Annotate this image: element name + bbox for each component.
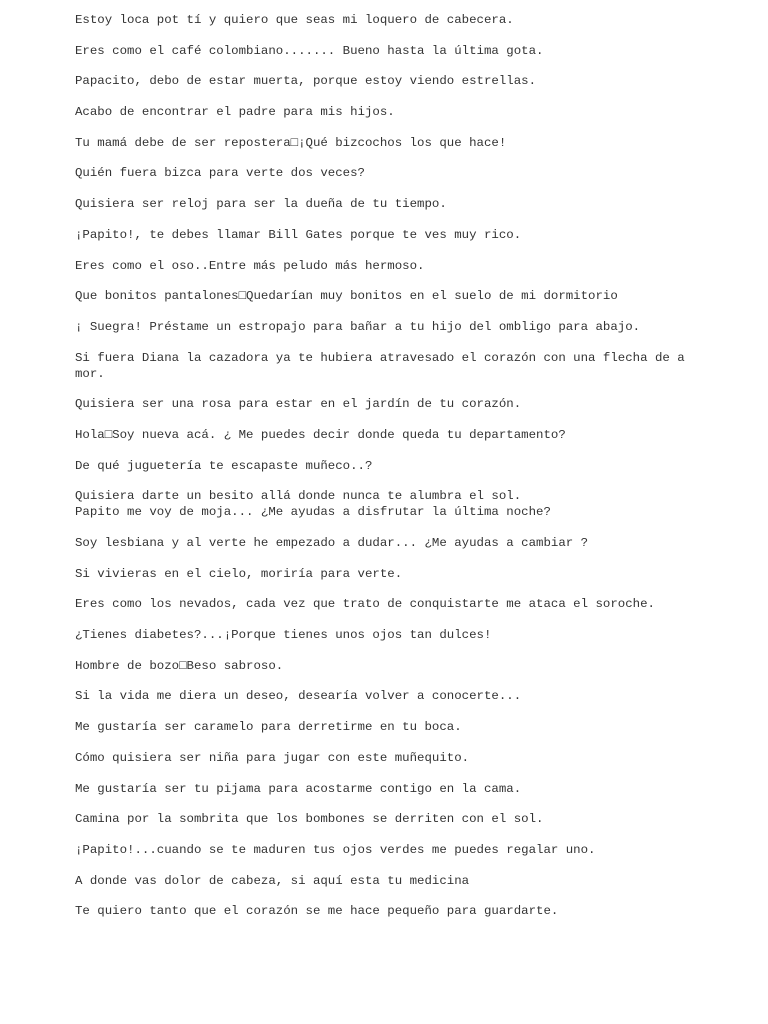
text-line: Hola□Soy nueva acá. ¿ Me puedes decir donde queda tu departamento?: [75, 427, 566, 442]
paragraph: [75, 427, 768, 443]
paragraph: [75, 288, 768, 304]
text-line: ¡ Suegra! Préstame un estropajo para bañar a tu hijo del ombligo para abajo.: [75, 319, 641, 334]
text-line: Papacito, debo de estar muerta, porque estoy viendo estrellas.: [75, 74, 537, 89]
paragraph: [75, 811, 768, 827]
text-line: Me gustaría ser tu pijama para acostarme contigo en la cama.: [75, 781, 522, 796]
text-line: Cómo quisiera ser niña para jugar con este muñequito.: [75, 750, 470, 765]
text-line: Soy lesbiana y al verte he empezado a dudar... ¿Me ayudas a cambiar ?: [75, 536, 589, 550]
paragraph: [75, 842, 768, 858]
text-line: Si fuera Diana la cazadora ya te hubiera atravesado el corazón con una flecha de a: [75, 350, 685, 365]
text-line: Papito me voy de moja... ¿Me ayudas a disfrutar la última noche?: [75, 505, 551, 520]
text-line: Eres como el oso..Entre más peludo más hermoso.: [75, 258, 425, 273]
paragraph: [75, 535, 768, 551]
paragraph: [75, 396, 768, 412]
paragraph: [75, 719, 768, 735]
text-line: Te quiero tanto que el corazón se me hace pequeño para guardarte.: [75, 904, 559, 919]
text-line: Quisiera ser reloj para ser la dueña de tu tiempo.: [75, 197, 447, 212]
paragraph: [75, 196, 768, 212]
text-line: Si vivieras en el cielo, moriría para verte.: [75, 566, 403, 581]
text-line: De qué juguetería te escapaste muñeco..?: [75, 458, 373, 473]
text-line: Quisiera ser una rosa para estar en el jardín de tu corazón.: [75, 397, 522, 412]
paragraph: [75, 350, 768, 382]
text-line: Eres como el café colombiano....... Bueno hasta la última gota.: [75, 43, 544, 58]
text-line: Acabo de encontrar el padre para mis hijos.: [75, 105, 395, 120]
paragraph: [75, 750, 768, 766]
paragraph: [75, 12, 768, 28]
paragraph: [75, 458, 768, 474]
text-line: mor.: [75, 366, 105, 381]
text-line: Estoy loca pot tí y quiero que seas mi loquero de cabecera.: [75, 13, 514, 27]
paragraph: [75, 319, 768, 335]
text-line: ¡Papito!...cuando se te maduren tus ojos verdes me puedes regalar uno.: [75, 842, 596, 857]
text-line: A donde vas dolor de cabeza, si aquí esta tu medicina: [75, 873, 470, 888]
paragraph: [75, 627, 768, 643]
paragraph: [75, 566, 768, 582]
paragraph: [75, 688, 768, 704]
text-line: ¡Papito!, te debes llamar Bill Gates porque te ves muy rico.: [75, 227, 522, 242]
paragraph: [75, 781, 768, 797]
paragraph: [75, 903, 768, 919]
paragraph: [75, 596, 768, 612]
paragraph: [75, 43, 768, 59]
text-line: Quisiera darte un besito allá donde nunca te alumbra el sol.: [75, 489, 522, 504]
paragraph: [75, 658, 768, 674]
text-line: Tu mamá debe de ser repostera□¡Qué bizcochos los que hace!: [75, 135, 507, 150]
paragraph: [75, 227, 768, 243]
text-line: Eres como los nevados, cada vez que trato de conquistarte me ataca el soroche.: [75, 597, 655, 612]
paragraph: [75, 258, 768, 274]
text-line: Si la vida me diera un deseo, desearía volver a conocerte...: [75, 689, 522, 704]
paragraph: [75, 73, 768, 89]
paragraph: [75, 135, 768, 151]
text-line: Que bonitos pantalones□Quedarían muy bonitos en el suelo de mi dormitorio: [75, 289, 618, 304]
paragraph: [75, 104, 768, 120]
paragraph: [75, 873, 768, 889]
text-line: ¿Tienes diabetes?...¡Porque tienes unos ojos tan dulces!: [75, 628, 492, 643]
paragraph: [75, 165, 768, 181]
text-line: Me gustaría ser caramelo para derretirme en tu boca.: [75, 720, 462, 735]
text-line: Hombre de bozo□Beso sabroso.: [75, 658, 284, 673]
paragraph: [75, 488, 768, 520]
text-line: Quién fuera bizca para verte dos veces?: [75, 166, 365, 181]
text-line: Camina por la sombrita que los bombones se derriten con el sol.: [75, 812, 544, 827]
